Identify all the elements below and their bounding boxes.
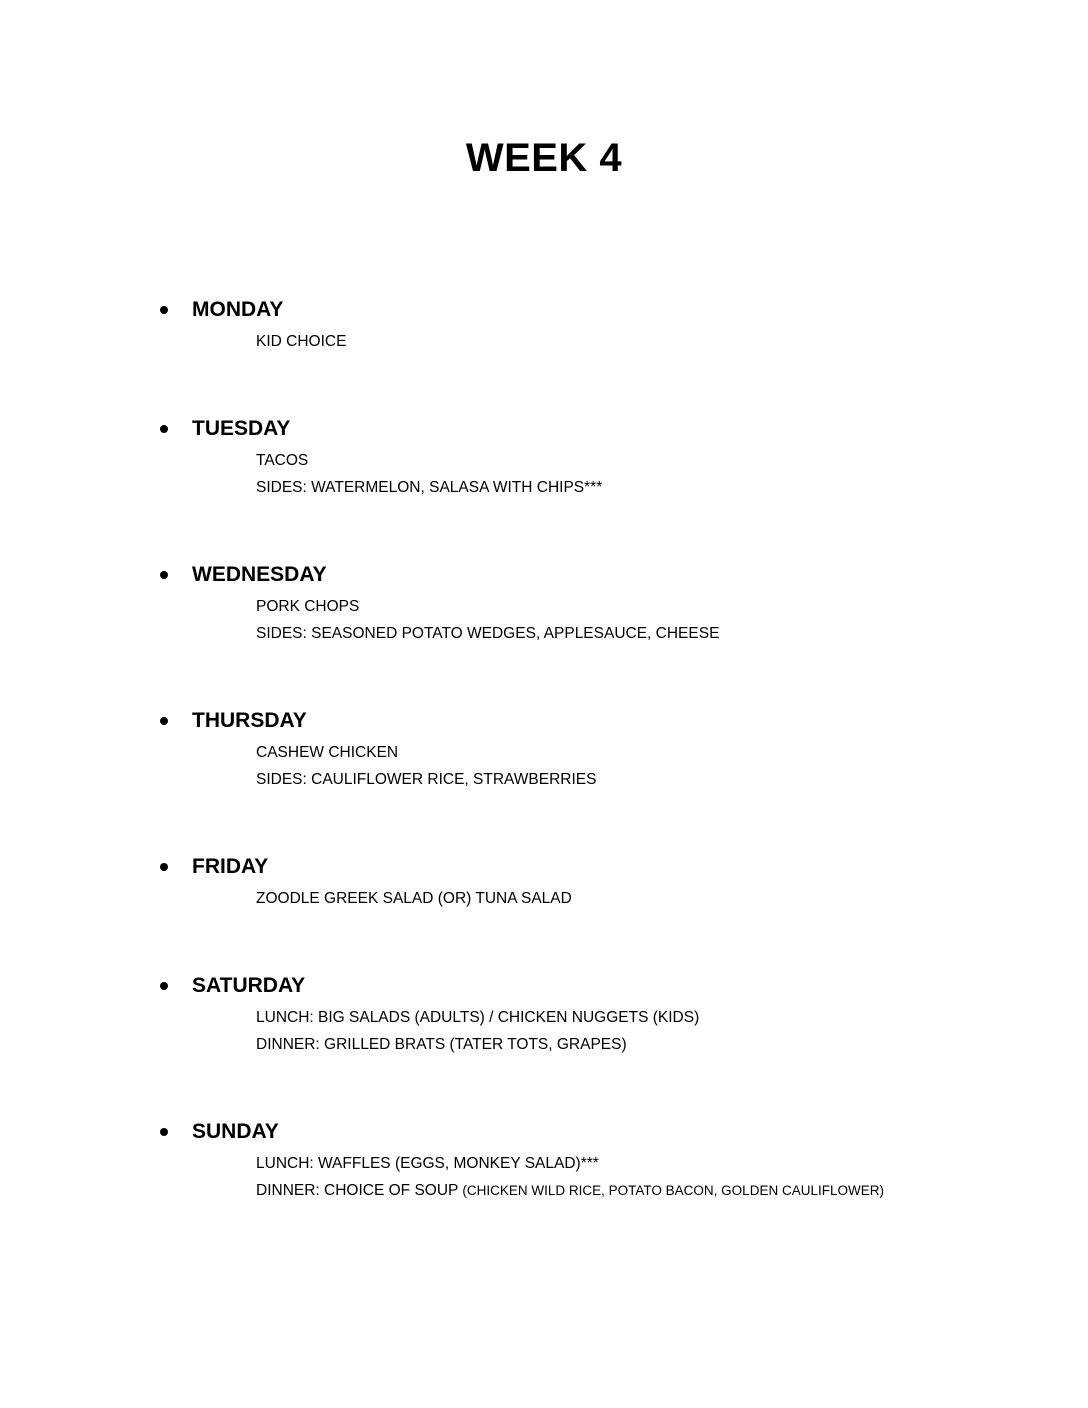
day-name: SUNDAY [192, 1120, 279, 1143]
day-name: MONDAY [192, 298, 284, 321]
meal-line: LUNCH: BIG SALADS (ADULTS) / CHICKEN NUGGETS (KIDS) [256, 1009, 700, 1026]
meal-line: CASHEW CHICKEN [256, 744, 399, 761]
bullet-icon [160, 982, 168, 990]
bullet-icon [160, 717, 168, 725]
day-name: THURSDAY [192, 709, 307, 732]
bullet-icon [160, 863, 168, 871]
meal-line: DINNER: GRILLED BRATS (TATER TOTS, GRAPES) [256, 1036, 627, 1053]
bullet-icon [160, 1128, 168, 1136]
day-name: WEDNESDAY [192, 563, 327, 586]
meal-line: SIDES: SEASONED POTATO WEDGES, APPLESAUCE, CHEESE [256, 625, 720, 642]
meal-line: PORK CHOPS [256, 598, 360, 615]
meal-line: SIDES: CAULIFLOWER RICE, STRAWBERRIES [256, 771, 597, 788]
dinner-detail: (CHICKEN WILD RICE, POTATO BACON, GOLDEN CAULIFLOWER) [462, 1183, 884, 1198]
bullet-icon [160, 571, 168, 579]
meal-line: TACOS [256, 452, 309, 469]
meal-line: ZOODLE GREEK SALAD (OR) TUNA SALAD [256, 890, 572, 907]
meal-line: LUNCH: WAFFLES (EGGS, MONKEY SALAD)*** [256, 1155, 599, 1172]
bullet-icon [160, 425, 168, 433]
meal-line-dinner [256, 1181, 884, 1201]
meal-line: KID CHOICE [256, 333, 347, 350]
day-name: SATURDAY [192, 974, 306, 997]
dinner-prefix: DINNER: CHOICE OF SOUP [256, 1182, 463, 1199]
bullet-icon [160, 306, 168, 314]
meal-line: SIDES: WATERMELON, SALASA WITH CHIPS*** [256, 479, 603, 496]
day-name: TUESDAY [192, 417, 291, 440]
day-name: FRIDAY [192, 855, 269, 878]
page-title: WEEK 4 [465, 136, 623, 180]
